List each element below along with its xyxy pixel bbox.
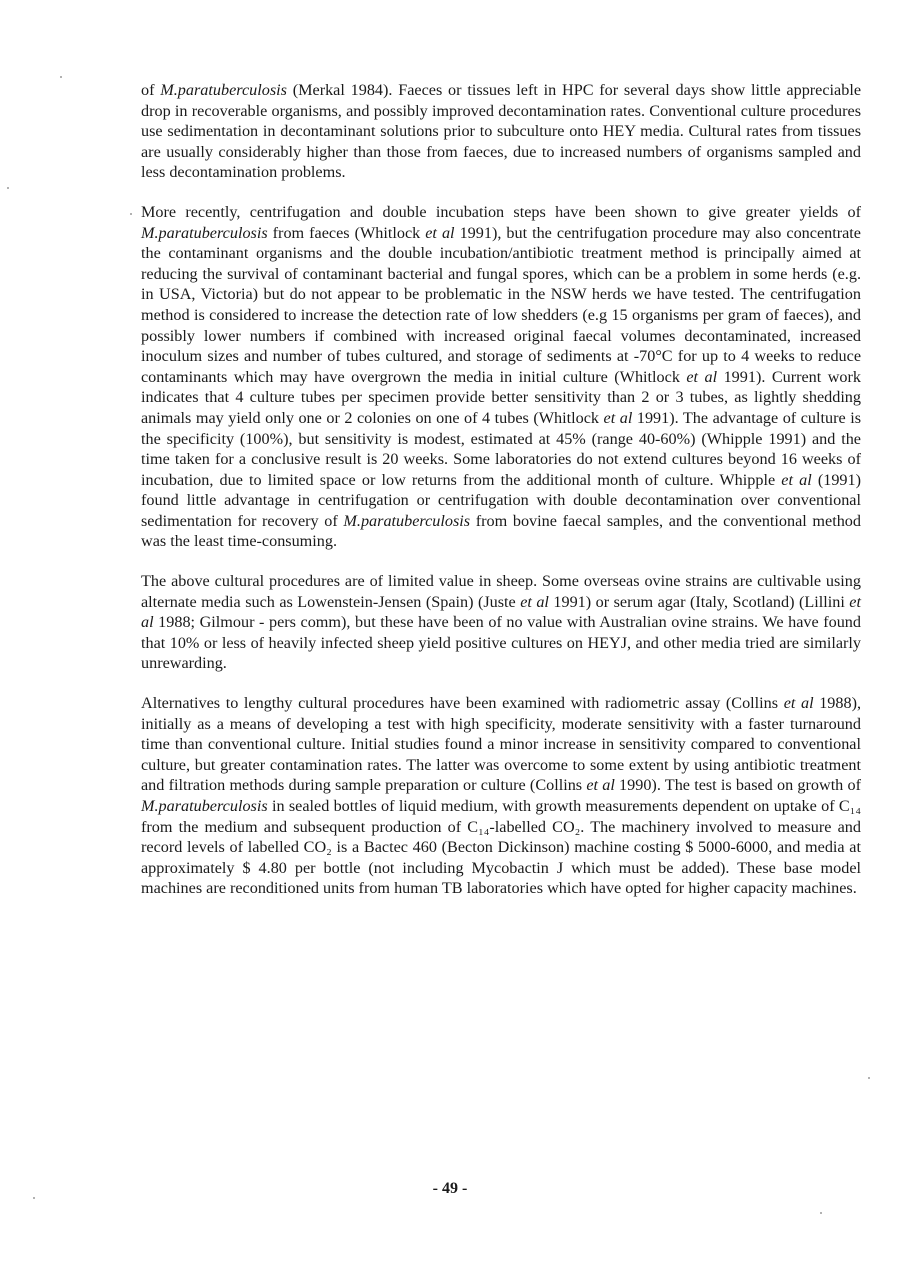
italic-term: et al <box>586 776 615 795</box>
italic-term: et al <box>425 223 455 242</box>
text-segment: More recently, centrifugation and double incubation steps have been shown to give greater yields of <box>141 202 861 221</box>
italic-term: et al <box>141 592 861 632</box>
text-segment: 1991). Current work indicates that 4 culture tubes per specimen provide better sensitivity than 2 or 3 tubes, as lightly shedding animals may yield only one or 2 colonies on one of 4 tubes (Whitlock <box>141 367 861 427</box>
text-segment: The above cultural procedures are of limited value in sheep. Some overseas ovine strains are cultivable using alternate media such as Lowenstein-Jensen (Spain) (Juste <box>141 572 861 611</box>
text-segment: 1991), but the centrifugation procedure may also concentrate the contaminant organisms and the double incubation/antibiotic treatment method is principally aimed at reducing the survival of contaminant bacterial and fungal spores, which can be a problem in some herds (e.g. in USA, Victoria) but do not appear to be problematic in the NSW herds we have tested. The centrifugation method is considered to increase the detection rate of low shedders (e.g 15 organisms per gram of faeces), and possibly lower numbers if combined with increased original faecal volumes decontaminated, increased inoculum sizes and number of tubes cultured, and storage of sediments at -70°C for up to 4 weeks to reduce contaminants which may have overgrown the media in initial culture (Whitlock <box>141 223 861 386</box>
scan-speck <box>868 1077 870 1079</box>
italic-term: et al <box>781 470 812 489</box>
text-segment: (1991) found little advantage in centrifugation or centrifugation with double decontamination over conventional sedimentation for recovery of <box>141 470 862 530</box>
text-segment: (Merkal 1984). Faeces or tissues left in HPC for several days show little appreciable drop in recoverable organisms, and possibly improved decontamination rates. Conventional culture procedures use sedimentation in decontaminant solutions prior to subculture onto HEY media. Cultural rates from tissues are usually considerably higher than those from faeces, due to increased numbers of organisms sampled and less decontamination problems. <box>141 81 862 182</box>
paragraph-2 <box>141 202 861 552</box>
text-segment: 1990). The test is based on growth of <box>614 776 861 795</box>
paragraph-3 <box>141 571 861 674</box>
italic-term: M.paratuberculosis <box>141 797 268 815</box>
scan-speck <box>820 1212 822 1214</box>
scan-speck <box>33 1197 35 1199</box>
text-segment: Alternatives to lengthy cultural procedures have been examined with radiometric assay (Collins <box>141 694 784 713</box>
text-segment: in sealed bottles of liquid medium, with growth measurements dependent on uptake of C₁₄ from the medium and subsequent production of C₁₄-labelled CO₂. The machinery involved to measure and record levels of labelled CO₂ is a Bactec 460 (Becton Dickinson) machine costing $ 5000-6000, and media at approximately $ 4.80 per bottle (not including Mycobactin J which must be added). These base model machines are reconditioned units from human TB laboratories which have opted for higher capacity machines. <box>141 797 861 898</box>
paragraph-4 <box>141 693 861 899</box>
paragraph-1 <box>141 80 861 183</box>
scan-speck <box>130 213 132 215</box>
text-segment: from bovine faecal samples, and the conventional method was the least time-consuming. <box>141 511 861 551</box>
page-number: - 49 - <box>432 1180 468 1197</box>
italic-term: et al <box>686 367 718 386</box>
italic-term: M.paratuberculosis <box>343 511 471 530</box>
text-segment: 1991) or serum agar (Italy, Scotland) (Lillini <box>548 592 850 611</box>
italic-term: M.paratuberculosis <box>160 81 287 99</box>
italic-term: et al <box>520 592 549 611</box>
text-segment: from faeces (Whitlock <box>267 223 426 242</box>
document-body <box>141 80 861 918</box>
text-segment: of <box>141 81 161 99</box>
scan-speck <box>60 76 62 78</box>
text-segment: 1988), initially as a means of developing a test with high specificity, moderate sensitivity with a faster turnaround time than conventional culture. Initial studies found a minor increase in sensitivity compared to conventional culture, but greater contamination rates. The latter was overcome to some extent by using antibiotic treatment and filtration methods during sample preparation or culture (Collins <box>141 694 861 795</box>
scan-speck <box>7 187 9 189</box>
text-segment: 1991). The advantage of culture is the specificity (100%), but sensitivity is modest, estimated at 45% (range 40-60%) (Whipple 1991) and the time taken for a conclusive result is 20 weeks. Some laboratories do not extend cultures beyond 16 weeks of incubation, due to limited space or low returns from the additional month of culture. Whipple <box>141 408 861 489</box>
text-segment: 1988; Gilmour - pers comm), but these have been of no value with Australian ovine strains. We have found that 10% or less of heavily infected sheep yield positive cultures on HEYJ, and other media tried are similarly unrewarding. <box>141 613 861 673</box>
italic-term: et al <box>603 408 633 427</box>
italic-term: et al <box>783 694 814 713</box>
italic-term: M.paratuberculosis <box>141 223 268 242</box>
